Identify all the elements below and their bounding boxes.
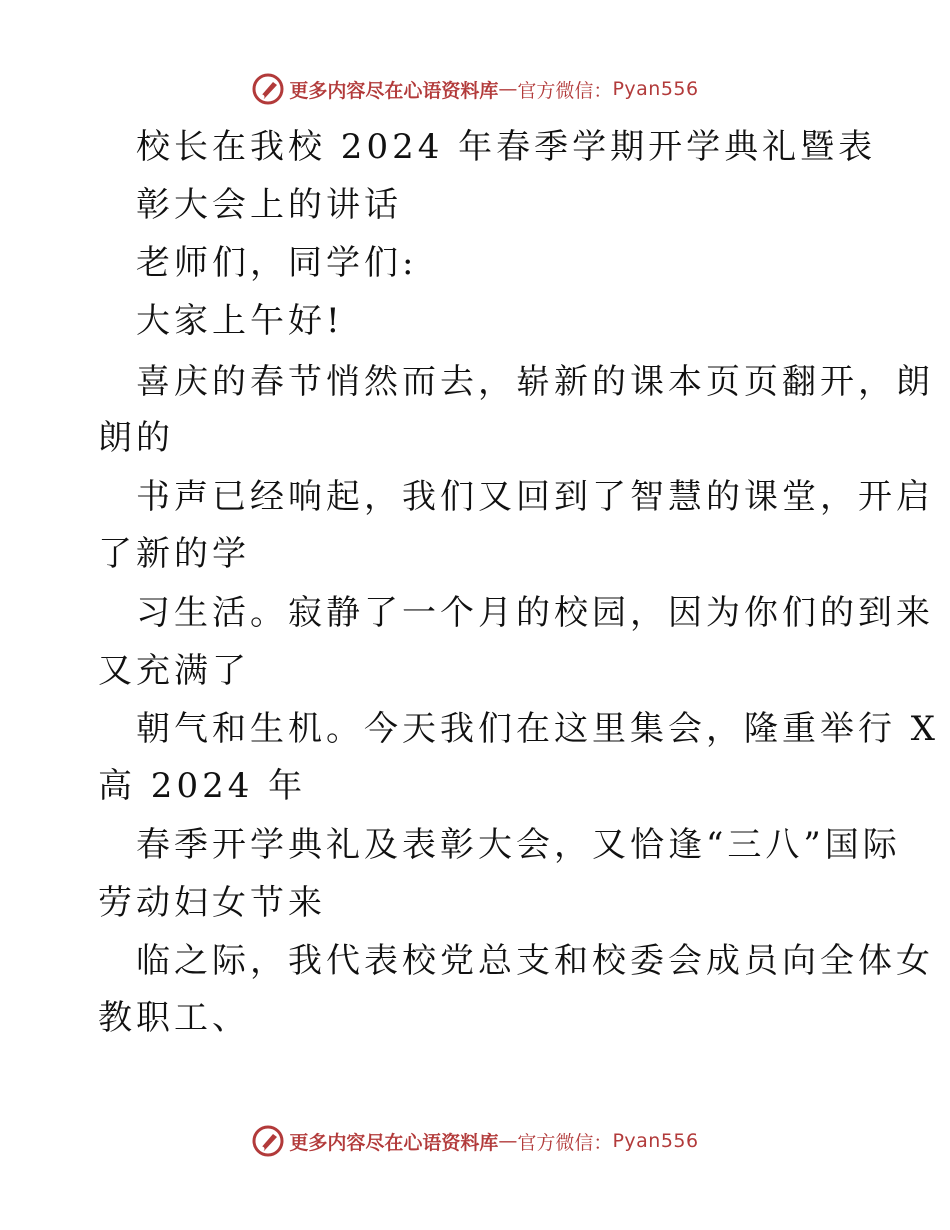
paragraph-line: 劳动妇女节来 bbox=[98, 883, 326, 923]
paragraph-line: 习生活。寂静了一个月的校园，因为你们的到来 bbox=[136, 593, 934, 633]
paragraph-line: 朝气和生机。今天我们在这里集会，隆重举行 X bbox=[136, 709, 940, 749]
watermark-wechat-id: Pyan556 bbox=[612, 78, 699, 100]
paragraph-line: 又充满了 bbox=[98, 651, 250, 691]
watermark-site-text: 更多内容尽在心语资料库 bbox=[289, 79, 499, 102]
watermark-separator: — bbox=[498, 1130, 518, 1152]
paragraph-line: 书声已经响起，我们又回到了智慧的课堂，开启 bbox=[136, 477, 934, 517]
watermark-site-text: 更多内容尽在心语资料库 bbox=[289, 1131, 499, 1154]
paragraph-line: 春季开学典礼及表彰大会，又恰逢“三八”国际 bbox=[136, 825, 901, 865]
pen-logo-icon bbox=[251, 1124, 285, 1158]
paragraph-line: 临之际，我代表校党总支和校委会成员向全体女 bbox=[136, 941, 934, 981]
greeting: 大家上午好! bbox=[136, 301, 344, 341]
salutation: 老师们，同学们: bbox=[136, 243, 418, 283]
paragraph-line: 喜庆的春节悄然而去，崭新的课本页页翻开，朗 bbox=[136, 362, 934, 402]
paragraph-line: 朗的 bbox=[98, 418, 174, 458]
paragraph-line: 高 2024 年 bbox=[98, 766, 307, 806]
footer-watermark bbox=[0, 1124, 950, 1158]
watermark-wechat-label: 官方微信： bbox=[517, 1131, 613, 1154]
watermark-wechat-id: Pyan556 bbox=[612, 1130, 699, 1152]
paragraph-line: 了新的学 bbox=[98, 534, 250, 574]
watermark-separator: — bbox=[498, 78, 518, 100]
watermark-wechat-label: 官方微信： bbox=[517, 79, 613, 102]
document-title-line-2: 彰大会上的讲话 bbox=[136, 185, 402, 225]
paragraph-line: 教职工、 bbox=[98, 998, 250, 1038]
document-title-line-1: 校长在我校 2024 年春季学期开学典礼暨表 bbox=[136, 127, 877, 167]
